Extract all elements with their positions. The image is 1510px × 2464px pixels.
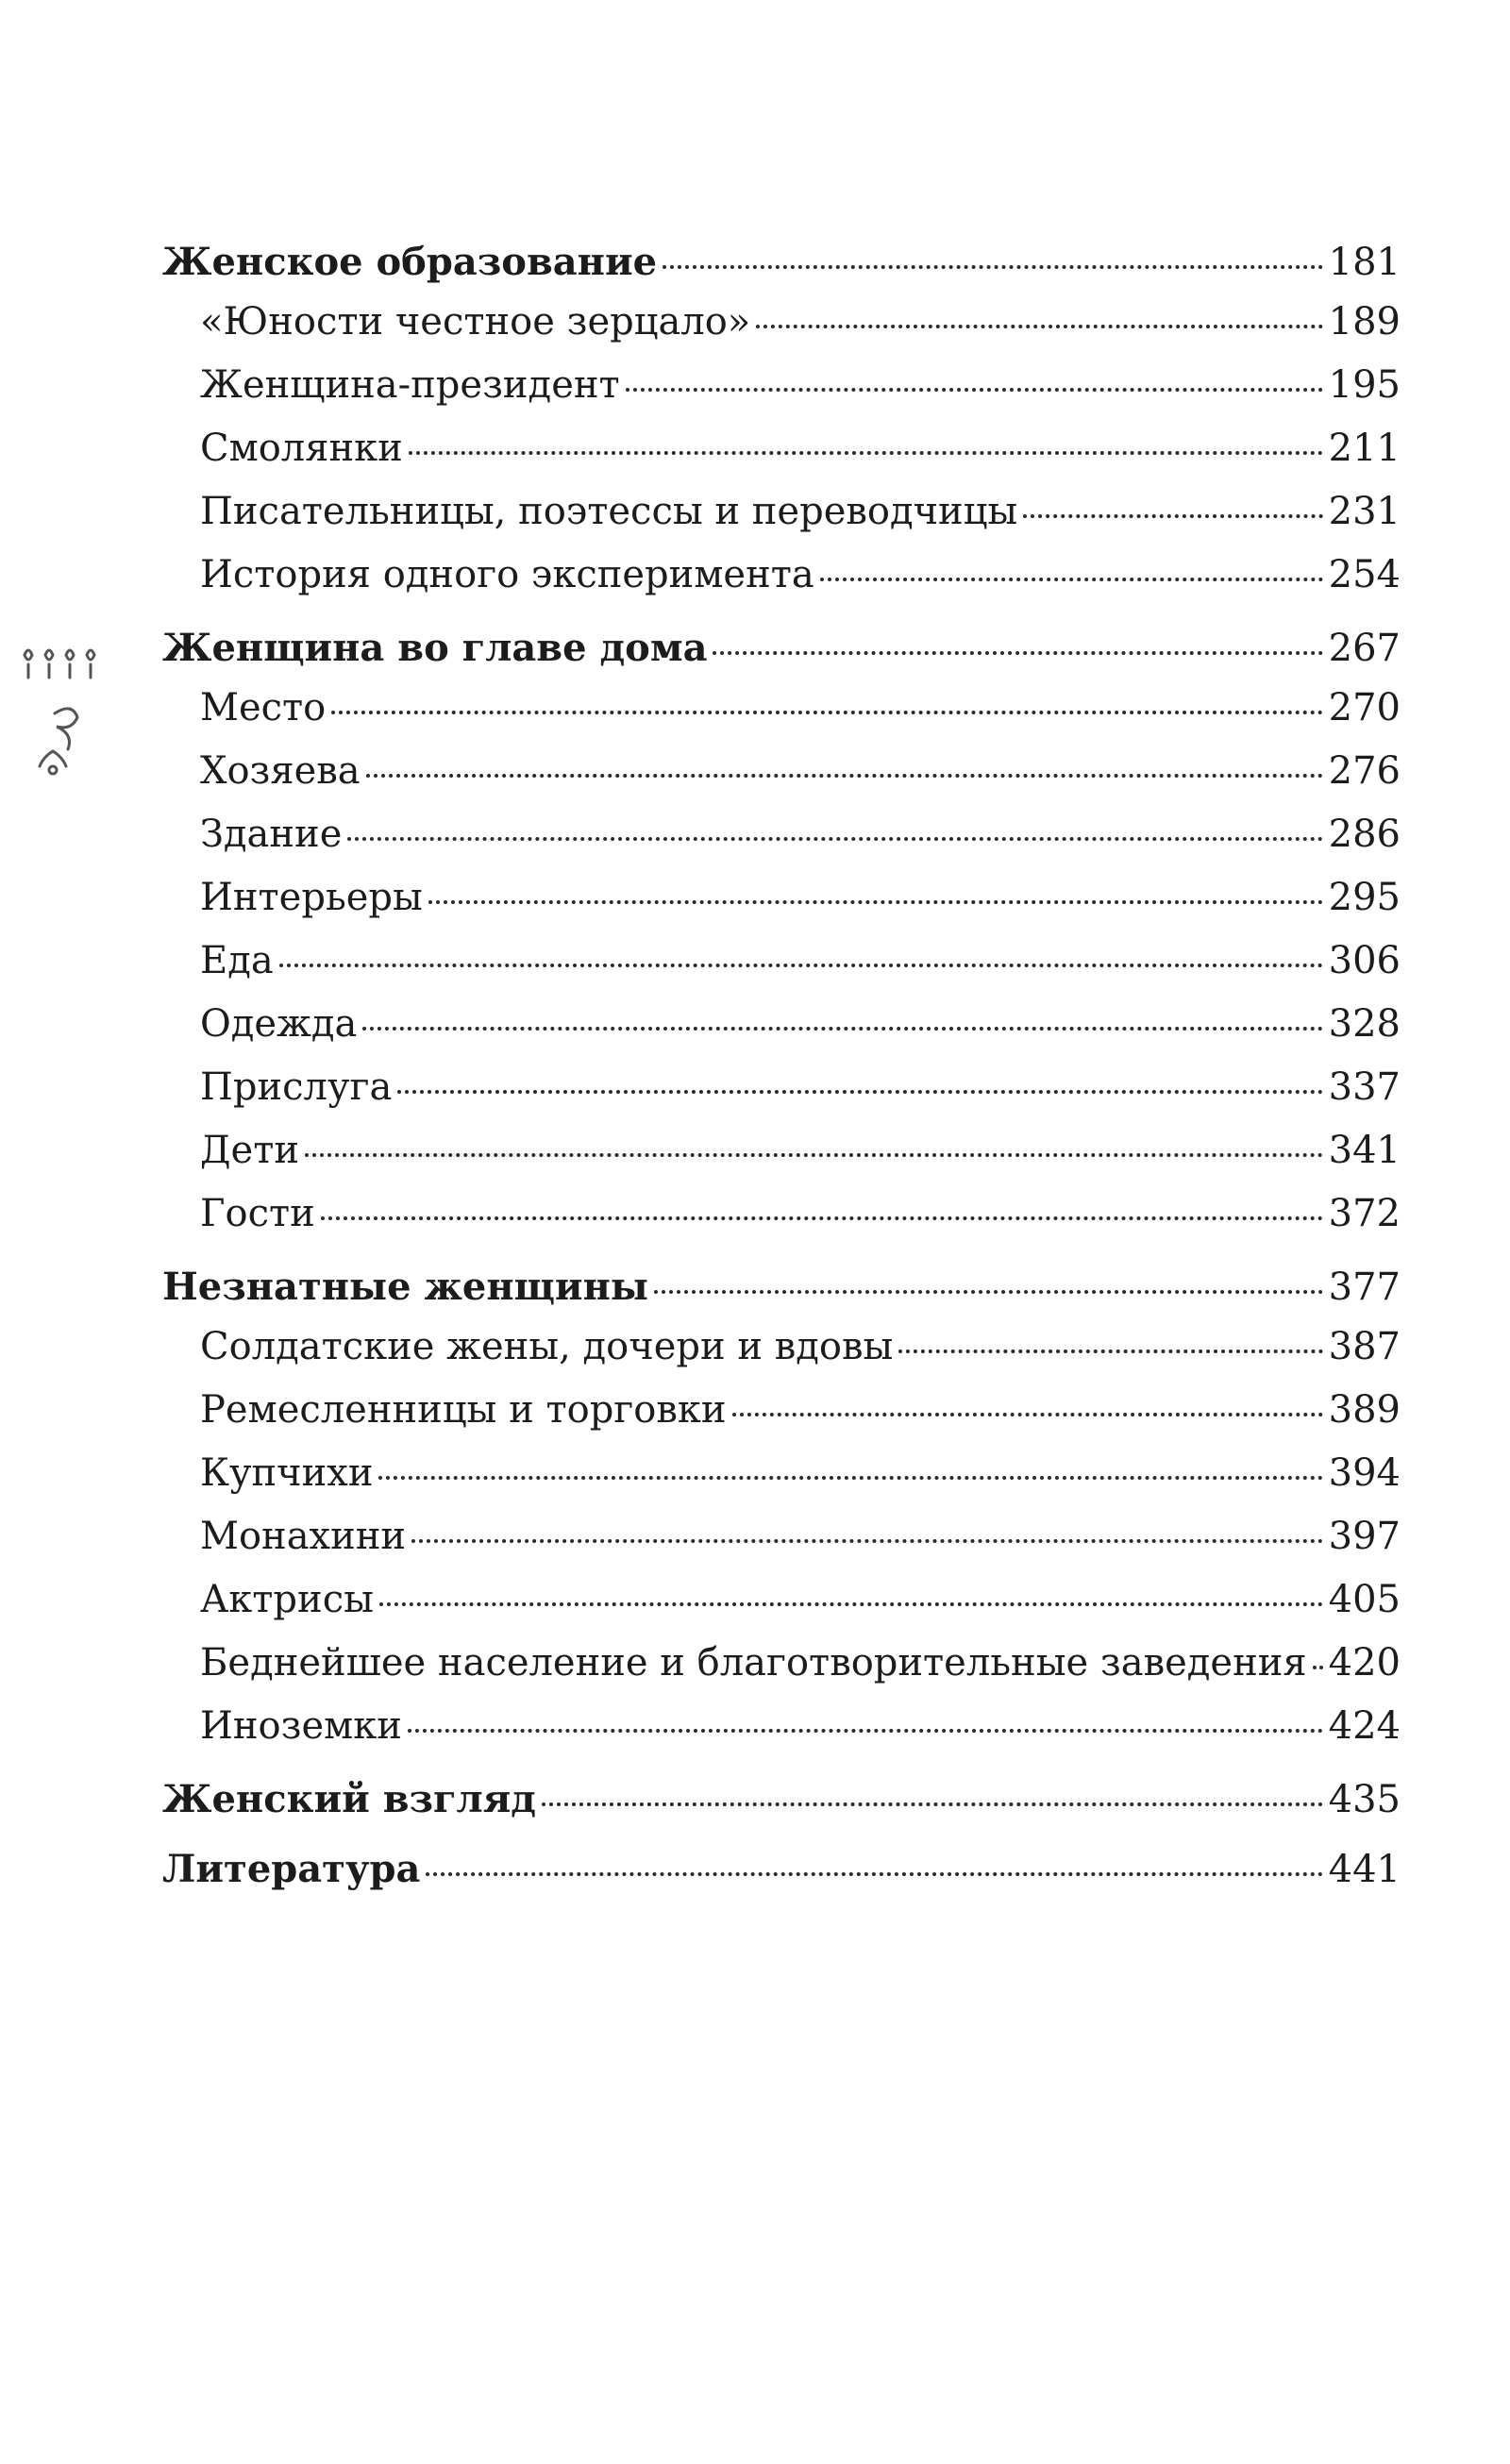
dot-leader [428, 900, 1323, 904]
dot-leader [542, 1802, 1323, 1806]
dot-leader [663, 265, 1323, 269]
toc-section [162, 1259, 1401, 1758]
toc-chapter-entry[interactable] [162, 1259, 1401, 1316]
dot-leader [408, 1729, 1323, 1733]
dot-leader [732, 1413, 1323, 1416]
subsection-title: Прислуга [200, 1065, 393, 1109]
subsection-page-number: 405 [1328, 1578, 1401, 1621]
dot-leader [409, 451, 1323, 455]
dot-leader [366, 774, 1323, 778]
toc-chapter-entry[interactable] [162, 1841, 1401, 1898]
toc-subsection-entry[interactable] [162, 1379, 1401, 1442]
dot-leader [820, 578, 1323, 581]
chapter-title: Незнатные женщины [162, 1265, 648, 1309]
subsection-page-number: 306 [1328, 939, 1401, 982]
dot-leader [1023, 514, 1322, 518]
toc-subsection-entry[interactable] [162, 677, 1401, 740]
subsection-page-number: 424 [1328, 1704, 1401, 1748]
subsection-page-number: 337 [1328, 1065, 1401, 1109]
toc-section [162, 234, 1401, 607]
toc-subsection-entry[interactable] [162, 1632, 1401, 1695]
toc-subsection-entry[interactable] [162, 1316, 1401, 1379]
dot-leader [347, 837, 1322, 841]
subsection-page-number: 270 [1328, 686, 1401, 729]
subsection-page-number: 389 [1328, 1388, 1401, 1432]
subsection-page-number: 295 [1328, 876, 1401, 919]
subsection-page-number: 420 [1328, 1641, 1401, 1685]
subsection-title: Интерьеры [200, 876, 423, 919]
toc-subsection-entry[interactable] [162, 1568, 1401, 1632]
toc-subsection-entry[interactable] [162, 417, 1401, 480]
subsection-title: Одежда [200, 1002, 358, 1046]
subsection-page-number: 372 [1328, 1192, 1401, 1235]
subsection-title: Купчихи [200, 1451, 374, 1495]
toc-subsection-entry[interactable] [162, 544, 1401, 607]
subsection-title: Писательницы, поэтессы и переводчицы [200, 490, 1018, 533]
subsection-title: Здание [200, 813, 343, 856]
subsection-page-number: 286 [1328, 813, 1401, 856]
dot-leader [362, 1027, 1322, 1031]
toc-subsection-entry[interactable] [162, 1182, 1401, 1246]
dot-leader [321, 1216, 1323, 1220]
toc-chapter-entry[interactable] [162, 234, 1401, 291]
dot-leader [331, 711, 1322, 714]
dot-leader [756, 325, 1322, 328]
dot-leader [426, 1872, 1322, 1876]
toc-subsection-entry[interactable] [162, 354, 1401, 417]
toc-subsection-entry[interactable] [162, 740, 1401, 803]
toc-subsection-entry[interactable] [162, 803, 1401, 866]
toc-chapter-entry[interactable] [162, 620, 1401, 677]
toc-subsection-entry[interactable] [162, 1505, 1401, 1568]
toc-subsection-entry[interactable] [162, 1056, 1401, 1119]
dot-leader [626, 388, 1323, 392]
subsection-title: Дети [200, 1129, 299, 1172]
toc-section [162, 1841, 1401, 1898]
toc-subsection-entry[interactable] [162, 1119, 1401, 1182]
subsection-title: Монахини [200, 1515, 407, 1558]
subsection-title: «Юности честное зерцало» [200, 300, 751, 344]
subsection-title: Актрисы [200, 1578, 374, 1621]
subsection-page-number: 394 [1328, 1451, 1401, 1495]
dot-leader [411, 1539, 1323, 1543]
subsection-page-number: 276 [1328, 749, 1401, 793]
toc-section [162, 1771, 1401, 1828]
subsection-title: Место [200, 686, 327, 729]
chapter-page-number: 267 [1328, 627, 1401, 670]
dot-leader [898, 1349, 1322, 1353]
dot-leader [1313, 1666, 1323, 1669]
subsection-page-number: 328 [1328, 1002, 1401, 1046]
dot-leader [654, 1290, 1323, 1294]
toc-subsection-entry[interactable] [162, 1442, 1401, 1505]
dot-leader [378, 1476, 1322, 1480]
dot-leader [397, 1090, 1322, 1094]
toc-chapter-entry[interactable] [162, 1771, 1401, 1828]
floral-ornament-icon [17, 638, 102, 789]
dot-leader [279, 964, 1323, 967]
toc-section [162, 620, 1401, 1246]
subsection-page-number: 231 [1328, 490, 1401, 533]
chapter-page-number: 441 [1328, 1848, 1401, 1891]
chapter-page-number: 377 [1328, 1266, 1401, 1309]
dot-leader [305, 1153, 1323, 1157]
toc-subsection-entry[interactable] [162, 930, 1401, 993]
table-of-contents [162, 234, 1401, 1911]
toc-subsection-entry[interactable] [162, 291, 1401, 354]
subsection-title: Иноземки [200, 1704, 402, 1748]
subsection-title: Беднейшее население и благотворительные заведения [200, 1641, 1307, 1685]
chapter-title: Женщина во главе дома [162, 626, 708, 670]
chapter-page-number: 181 [1328, 241, 1401, 284]
subsection-page-number: 341 [1328, 1129, 1401, 1172]
subsection-page-number: 195 [1328, 363, 1401, 407]
chapter-page-number: 435 [1328, 1778, 1401, 1821]
chapter-title: Литература [162, 1847, 421, 1891]
subsection-title: Женщина-президент [200, 363, 620, 407]
subsection-title: Хозяева [200, 749, 361, 793]
subsection-page-number: 189 [1328, 300, 1401, 344]
dot-leader [379, 1602, 1323, 1606]
chapter-title: Женское образование [162, 240, 658, 284]
subsection-title: История одного эксперимента [200, 553, 814, 596]
toc-subsection-entry[interactable] [162, 1695, 1401, 1758]
subsection-title: Еда [200, 939, 274, 982]
subsection-title: Смолянки [200, 427, 403, 470]
subsection-page-number: 211 [1328, 427, 1401, 470]
subsection-title: Гости [200, 1192, 315, 1235]
toc-subsection-entry[interactable] [162, 866, 1401, 930]
subsection-title: Солдатские жены, дочери и вдовы [200, 1325, 894, 1368]
dot-leader [713, 651, 1322, 655]
chapter-title: Женский взгляд [162, 1777, 536, 1821]
toc-subsection-entry[interactable] [162, 993, 1401, 1056]
subsection-title: Ремесленницы и торговки [200, 1388, 727, 1432]
subsection-page-number: 387 [1328, 1325, 1401, 1368]
toc-subsection-entry[interactable] [162, 480, 1401, 544]
subsection-page-number: 254 [1328, 553, 1401, 596]
subsection-page-number: 397 [1328, 1515, 1401, 1558]
